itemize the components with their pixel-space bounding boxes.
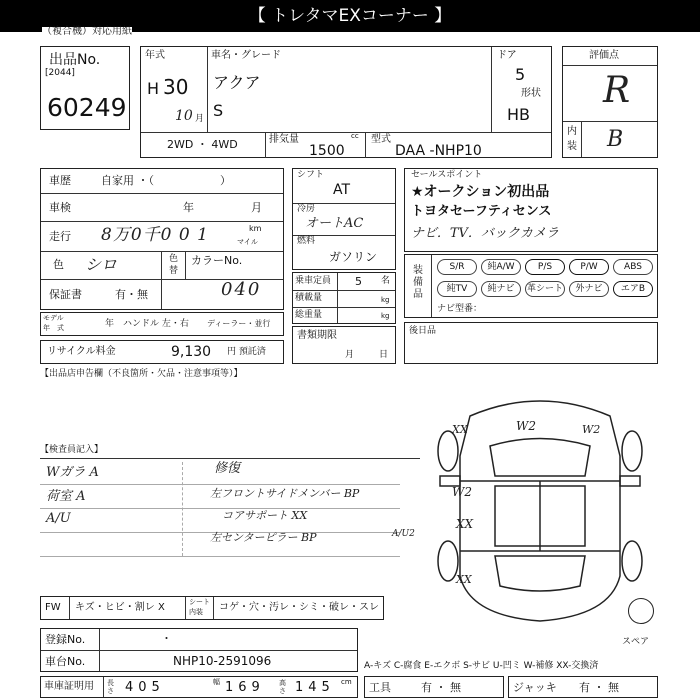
year-month: 10 [175, 108, 193, 124]
fuel-label: 燃料 [297, 236, 316, 246]
model-grade: S [213, 101, 224, 120]
equipment-option: 純TV [437, 281, 477, 297]
lot-label: 出品No. [49, 52, 101, 68]
sales-point-box [404, 168, 658, 252]
gross-label: 総重量 [295, 310, 323, 320]
dimensions-length: 405 [125, 680, 165, 695]
condition-row [40, 596, 384, 620]
equipment-option: 外ナビ [569, 281, 609, 297]
equipment-option: P/W [569, 259, 609, 275]
page-header: 【 トレタマEXコーナー 】 [0, 0, 700, 32]
inspection-year: 年 [183, 201, 194, 214]
loading-unit: kg [381, 296, 390, 304]
lot-box [40, 46, 130, 130]
inspector-label: 【検査員記入】 [40, 445, 104, 455]
diagram-mark-2: W2 [516, 419, 536, 433]
inspection-month: 月 [251, 201, 262, 214]
inspector-line2b: 左フロントサイドメンバー BP [210, 487, 360, 500]
jack-label: ジャッキ [513, 681, 557, 694]
registration-box [40, 628, 358, 672]
documents-label: 書類期限 [297, 330, 337, 341]
color-value: シロ [85, 255, 118, 274]
vehicle-header [140, 46, 552, 158]
diagram-mark-6: XX [456, 573, 472, 586]
spare-tire [628, 598, 654, 624]
sales-point-line2: トヨタセーフティセンス [411, 204, 552, 219]
mileage-unit-km: km [249, 224, 262, 233]
shape-value: HB [507, 105, 531, 124]
tools-box [364, 676, 504, 698]
tools-value: 有 ・ 無 [421, 681, 461, 694]
recycle-value: 9,130 [171, 344, 212, 360]
inspection-label: 車検 [49, 201, 71, 214]
recycle-label: リサイクル料金 [47, 346, 116, 357]
dimensions-label: 車庫証明用 [44, 681, 94, 692]
model-year-row [40, 312, 284, 336]
displacement-value: 1500 [309, 143, 345, 159]
diagram-mark-1: XX [452, 423, 468, 436]
lot-number: 60249 [47, 93, 127, 122]
aftermarket-label: 後日品 [409, 326, 437, 336]
model-year-dealer: ディーラー・並行 [207, 319, 271, 328]
model-year-year: 年 [105, 319, 115, 329]
type-value: DAA -NHP10 [395, 143, 482, 159]
mileage-label: 走行 [49, 230, 71, 243]
year-value: 30 [163, 75, 189, 99]
equipment-option: P/S [525, 259, 565, 275]
chassis-value: NHP10-2591096 [173, 654, 272, 668]
capacity-unit: 名 [381, 276, 391, 286]
chassis-label: 車台No. [45, 655, 86, 668]
diagram-mark-3: W2 [582, 423, 601, 436]
inspector-line3b: コアサポート XX [222, 509, 308, 522]
history-label: 車歴 [49, 174, 71, 187]
inspector-line1a: Wガラ A [46, 465, 99, 480]
details-box [40, 168, 284, 310]
dimensions-width: 169 [225, 680, 265, 695]
fuel-value: ガソリン [329, 250, 378, 264]
nav-model-label: ナビ型番： [437, 304, 483, 314]
type-label: 型式 [371, 134, 391, 145]
diagram-mark-4: W2 [452, 485, 472, 499]
documents-box [292, 326, 396, 364]
interior-label-2: 装 [567, 141, 577, 152]
capacity-value: 5 [355, 275, 362, 288]
color-no-label: カラーNo. [191, 254, 243, 267]
interior-value: B [607, 127, 624, 152]
inspector-line3a: A/U [46, 511, 71, 526]
equipment-option: 純ナビ [481, 281, 521, 297]
seller-notes-label: 【出品店申告欄（不良箇所・欠品・注意事項等）】 [40, 369, 243, 379]
model-year-label-2: 年 式 [43, 324, 64, 332]
documents-day: 日 [379, 350, 389, 360]
equipment-option: 純A/W [481, 259, 521, 275]
equipment-box [404, 254, 658, 318]
dimensions-height: 145 [295, 680, 335, 695]
sales-point-line3: ナビ．TV．バックカメラ [411, 226, 559, 241]
capacity-label: 乗車定員 [295, 276, 332, 286]
condition-seat-text: コゲ・穴・汚レ・シミ・破レ・スレ [219, 602, 379, 613]
loading-label: 積載量 [295, 293, 323, 303]
equipment-option: S/R [437, 259, 477, 275]
model-year-label-1: モデル [43, 314, 64, 322]
warranty-value: 有・無 [115, 288, 148, 301]
dimensions-length-label: 長さ [107, 679, 114, 695]
documents-month: 月 [345, 350, 355, 360]
jack-value: 有 ・ 無 [579, 681, 619, 694]
drive-options: 2WD ・ 4WD [167, 138, 238, 151]
model-name: アクア [213, 73, 261, 92]
displacement-label: 排気量 [269, 134, 299, 145]
recycle-unit: 円 預託済 [227, 347, 266, 357]
mileage-value: 8万0千0 0 1 [101, 225, 209, 245]
registration-value: ・ [161, 632, 172, 645]
doors-label: ドア [497, 50, 517, 61]
aftermarket-box [404, 322, 658, 364]
dimensions-unit: cm [341, 678, 352, 686]
score-box [562, 46, 658, 158]
damage-legend: A-キズ C-腐食 E-エクボ S-サビ U-凹ミ W-補修 XX-交換済 [364, 661, 599, 671]
year-month-unit: 月 [195, 114, 205, 124]
capacity-box [292, 272, 396, 324]
inspector-line1b: 修復 [214, 461, 241, 476]
gross-unit: kg [381, 312, 390, 320]
score-label: 評価点 [589, 50, 619, 61]
history-value: 自家用 ・（ ） [101, 174, 231, 187]
diagram-mark-5: XX [456, 517, 474, 531]
shift-label: シフト [297, 170, 325, 180]
aircon-label: 冷房 [297, 204, 316, 214]
tools-label: 工具 [369, 681, 391, 694]
dimensions-height-label: 高さ [279, 679, 286, 695]
color-change-1: 色 [169, 254, 179, 264]
interior-label-1: 内 [567, 126, 577, 137]
inspector-line4b: 左センターピラー BP [210, 531, 317, 544]
warranty-label: 保証書 [49, 288, 82, 301]
doors-value: 5 [515, 65, 526, 84]
score-value: R [603, 70, 631, 111]
color-label: 色 [53, 258, 64, 271]
equipment-option: 革シート [525, 281, 565, 297]
model-year-handle: ハンドル 左・右 [123, 319, 189, 329]
diagram-mark-7: A/U2 [392, 529, 415, 539]
dimensions-width-label: 幅 [213, 678, 220, 686]
mileage-unit-mile: マイル [237, 238, 258, 246]
year-label: 年式 [145, 50, 165, 61]
displacement-unit: cc [351, 132, 359, 140]
year-era: H [147, 79, 160, 98]
equipment-label: 装備品 [413, 265, 423, 300]
model-label: 車名・グレード [211, 50, 281, 61]
shape-label: 形状 [521, 88, 541, 99]
sales-point-line1: ★オークション初出品 [411, 184, 550, 200]
equipment-option: ABS [613, 259, 653, 275]
spec-box [292, 168, 396, 270]
dimensions-row [40, 676, 358, 698]
top-note: （複合機）対応用紙 [42, 26, 132, 37]
recycle-row [40, 340, 284, 364]
sales-point-label: セールスポイント [411, 170, 483, 180]
shift-value: AT [333, 182, 351, 198]
jack-box [508, 676, 658, 698]
inspector-line2a: 荷室 A [46, 489, 86, 504]
color-change-2: 替 [169, 266, 179, 276]
condition-fw: FW [45, 602, 61, 613]
condition-seat-1: シート [189, 598, 210, 606]
aircon-value: オートAC [305, 216, 364, 231]
condition-seat-2: 内装 [189, 608, 203, 616]
condition-text: キズ・ヒビ・割レ X [75, 602, 165, 613]
spare-label: スペア [622, 637, 650, 647]
color-no-value: 040 [221, 279, 262, 300]
equipment-option: エアB [613, 281, 653, 297]
lot-code: [2044] [45, 68, 75, 78]
registration-label: 登録No. [45, 633, 86, 646]
